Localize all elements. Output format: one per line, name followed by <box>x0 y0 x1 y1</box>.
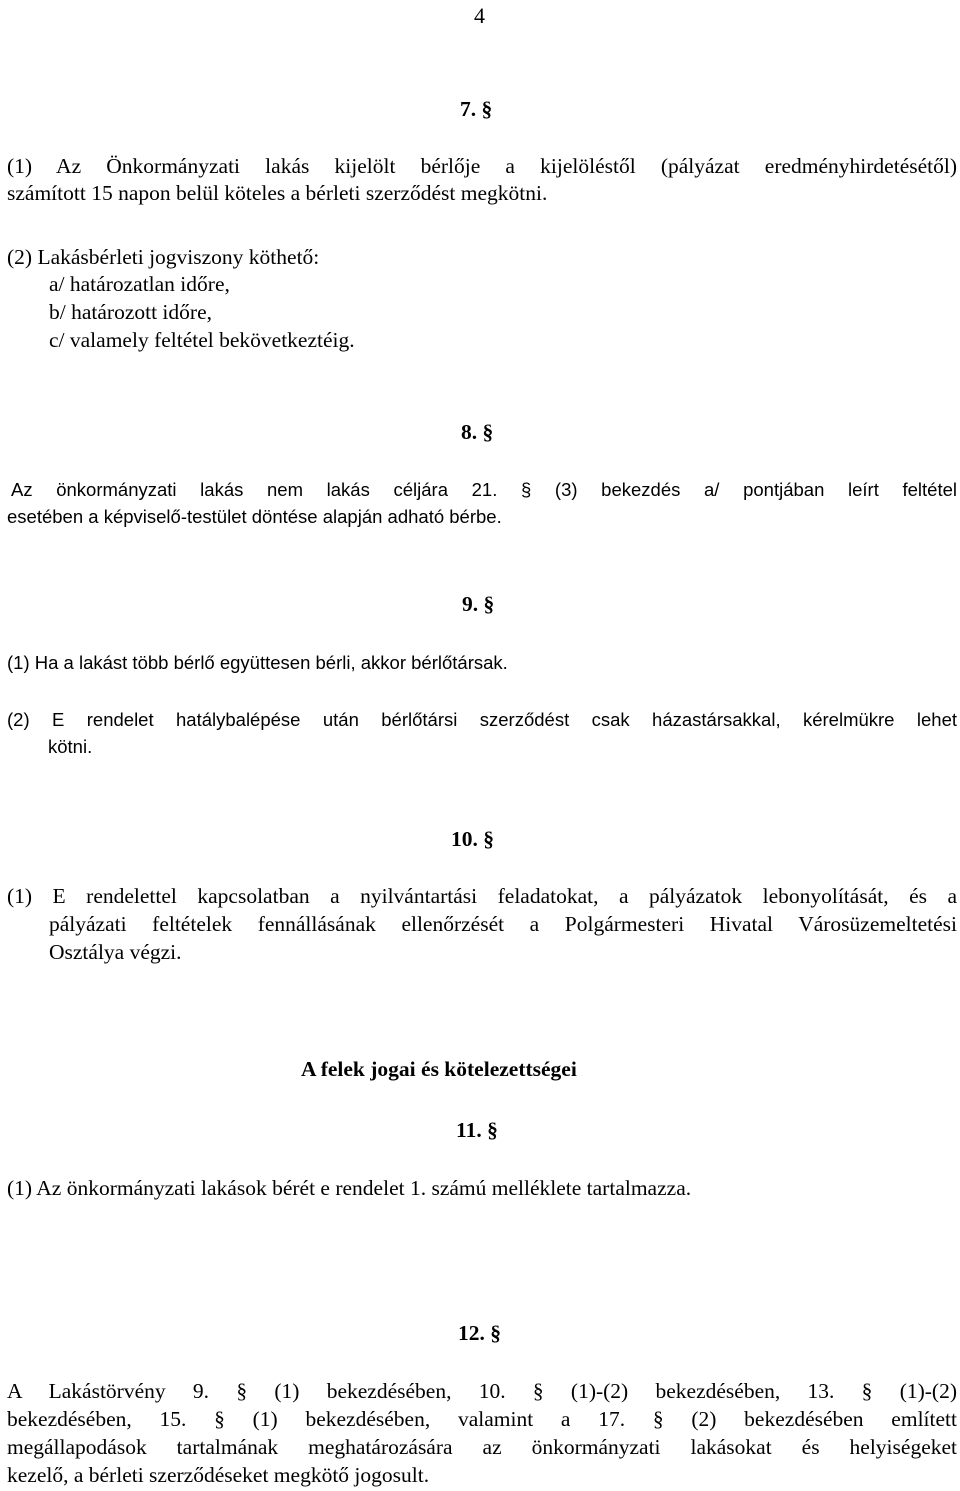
section-12-heading: 12. § <box>458 1321 501 1345</box>
section-11-para-1: (1) Az önkormányzati lakások bérét e rendelet 1. számú melléklete tartalmazza. <box>7 1176 692 1200</box>
section-10-heading: 10. § <box>451 827 494 851</box>
section-11-heading: 11. § <box>456 1118 498 1142</box>
section-8-line-2: esetében a képviselő-testület döntése alapján adható bérbe. <box>7 506 502 527</box>
section-10-line-3: Osztálya végzi. <box>49 940 182 964</box>
section-7-item-c: c/ valamely feltétel bekövetkeztéig. <box>49 328 355 352</box>
section-7-para-1-line-1: (1) Az Önkormányzati lakás kijelölt bérlője a kijelöléstől (pályázat eredményhirdetésétől) <box>7 154 957 178</box>
section-10-line-1: (1) E rendelettel kapcsolatban a nyilvántartási feladatokat, a pályázatok lebonyolítását, és a <box>7 884 957 908</box>
section-7-para-2-line-1: (2) Lakásbérleti jogviszony köthető: <box>7 245 320 269</box>
page-number: 4 <box>474 3 485 28</box>
chapter-title: A felek jogai és kötelezettségei <box>301 1057 577 1081</box>
section-10-line-2: pályázati feltételek fennállásának ellenőrzését a Polgármesteri Hivatal Városüzemeltetési <box>49 912 957 936</box>
section-8-line-1: Az önkormányzati lakás nem lakás céljára 21. § (3) bekezdés a/ pontjában leírt feltétel <box>11 479 957 500</box>
section-9-para-2-line-2: kötni. <box>48 736 93 757</box>
section-12-line-2: bekezdésében, 15. § (1) bekezdésében, valamint a 17. § (2) bekezdésében említett <box>7 1407 957 1431</box>
section-9-para-1: (1) Ha a lakást több bérlő együttesen bérli, akkor bérlőtársak. <box>7 652 508 673</box>
section-8-heading: 8. § <box>461 420 494 444</box>
section-7-heading: 7. § <box>460 97 493 121</box>
section-9-heading: 9. § <box>462 592 495 616</box>
section-9-para-2-line-1: (2) E rendelet hatálybalépése után bérlőtársi szerződést csak házastársakkal, kérelmükre lehet <box>7 709 957 730</box>
section-7-item-b: b/ határozott időre, <box>49 300 212 324</box>
section-12-line-3: megállapodások tartalmának meghatározására az önkormányzati lakásokat és helyiségeket <box>7 1435 957 1459</box>
section-12-line-4: kezelő, a bérleti szerződéseket megkötő jogosult. <box>7 1463 430 1487</box>
section-12-line-1: A Lakástörvény 9. § (1) bekezdésében, 10. § (1)-(2) bekezdésében, 13. § (1)-(2) <box>7 1379 957 1403</box>
section-7-item-a: a/ határozatlan időre, <box>49 272 230 296</box>
section-7-para-1-line-2: számított 15 napon belül köteles a bérleti szerződést megkötni. <box>7 181 548 205</box>
